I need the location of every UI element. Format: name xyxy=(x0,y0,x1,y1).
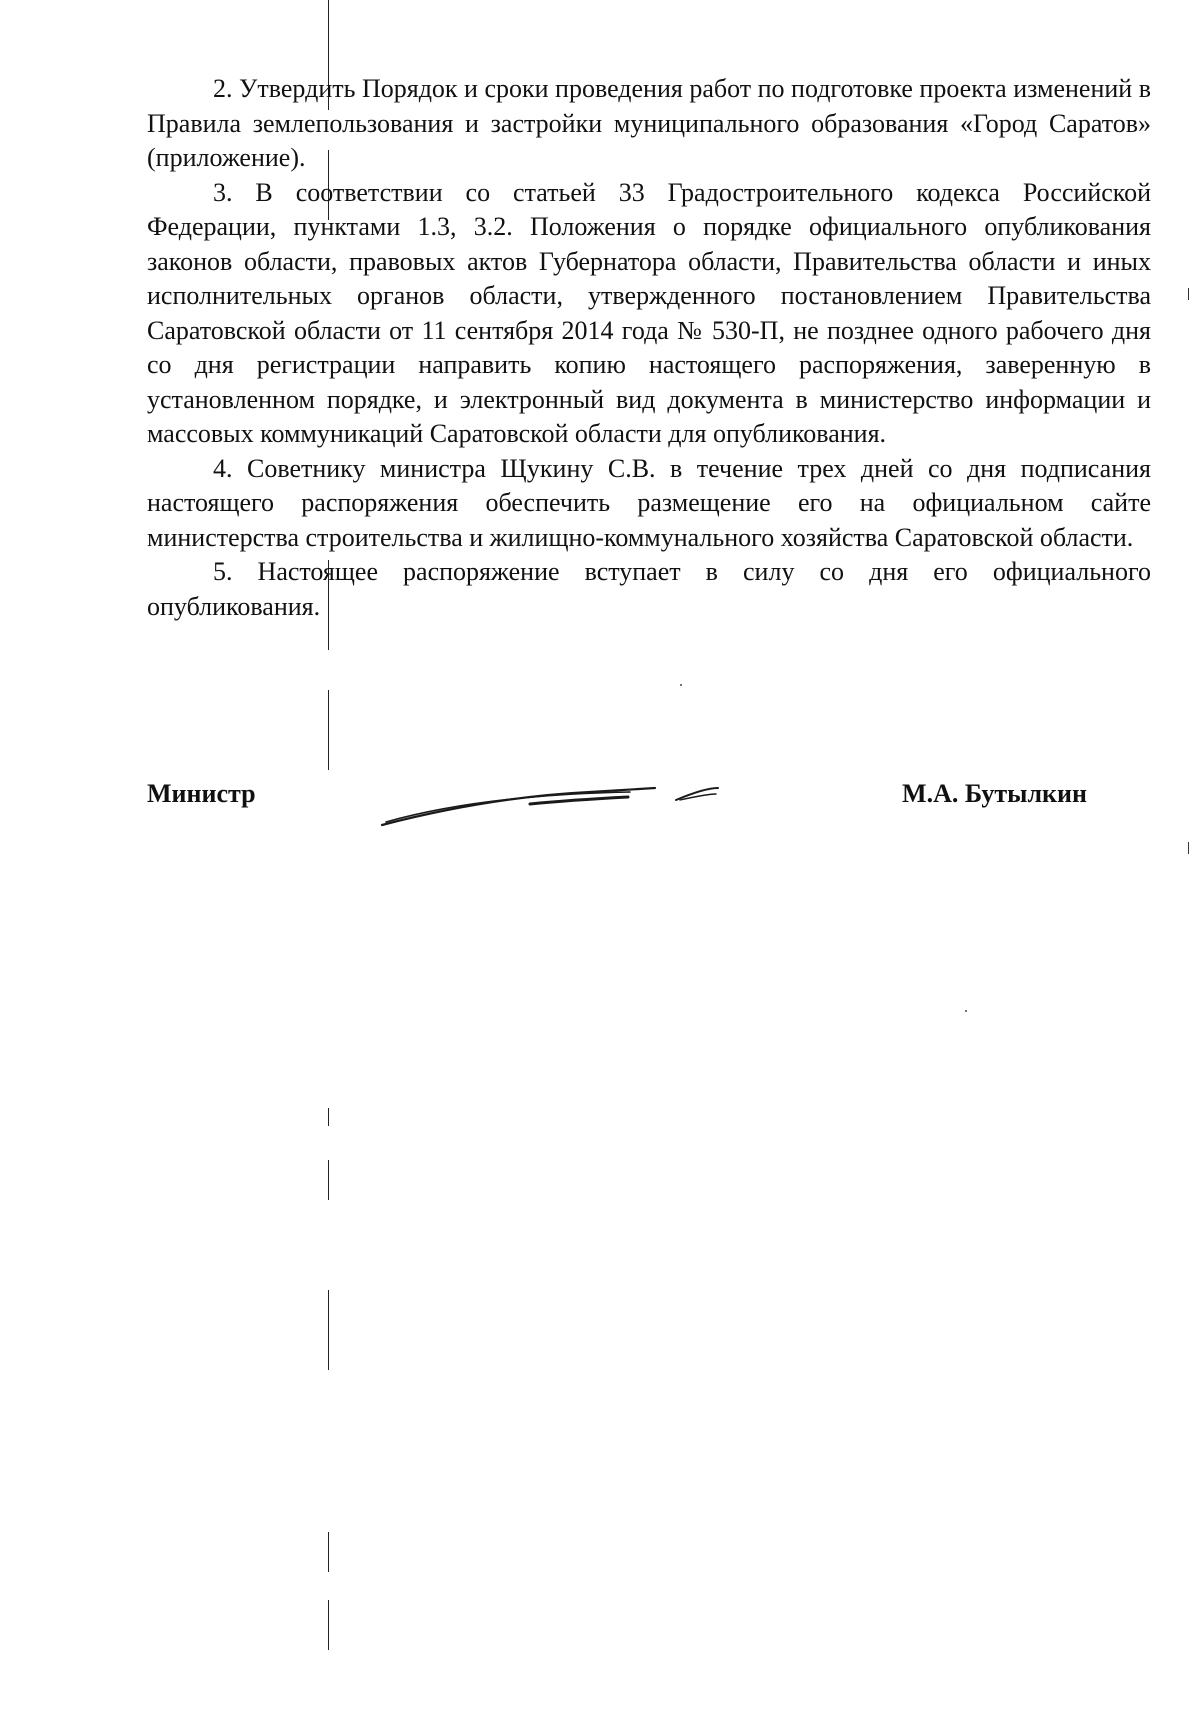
document-body xyxy=(147,72,1151,624)
signatory-name: М.А. Бутылкин xyxy=(902,779,1087,808)
scan-artifact-edge-mark xyxy=(1188,288,1189,300)
scan-artifact-line xyxy=(328,1532,329,1572)
paragraph-item-3: 3. В соответствии со статьей 33 Градостроительного кодекса Российской Федерации, пунктами 1.3, 3.2. Положения о порядке официального опубликования законов области, правовых актов Губернатора области, Правительства области и иных исполнительных органов области, утвержденного постановлением Правительства Саратовской области от 11 сентября 2014 года № 530-П, не позднее одного рабочего дня со дня регистрации направить копию настоящего распоряжения, заверенную в установленном порядке, и электронный вид документа в министерство информации и массовых коммуникаций Саратовской области для опубликования. xyxy=(147,177,1151,448)
paragraph-item-2: 2. Утвердить Порядок и сроки проведения работ по подготовке проекта изменений в Правила землепользования и застройки муниципального образования «Город Саратов» (приложение). xyxy=(147,74,1151,172)
scan-artifact-line xyxy=(328,690,329,770)
signatory-title: Министр xyxy=(147,779,256,808)
scan-artifact-line xyxy=(328,1160,329,1200)
scan-artifact-speck xyxy=(965,1010,967,1012)
paragraph-item-5: 5. Настоящее распоряжение вступает в силу со дня его официального опубликования. xyxy=(147,557,1151,621)
scan-artifact-line xyxy=(328,1290,329,1370)
paragraph-item-4: 4. Советнику министра Щукину С.В. в течение трех дней со дня подписания настоящего распоряжения обеспечить размещение его на официальном сайте министерства строительства и жилищно-коммунального хозяйства Саратовской области. xyxy=(147,453,1151,552)
scan-artifact-speck xyxy=(680,684,682,686)
handwritten-signature xyxy=(380,770,720,830)
scan-artifact-line xyxy=(328,1108,329,1126)
scan-artifact-edge-mark xyxy=(1188,842,1189,854)
scan-artifact-line xyxy=(328,1600,329,1650)
